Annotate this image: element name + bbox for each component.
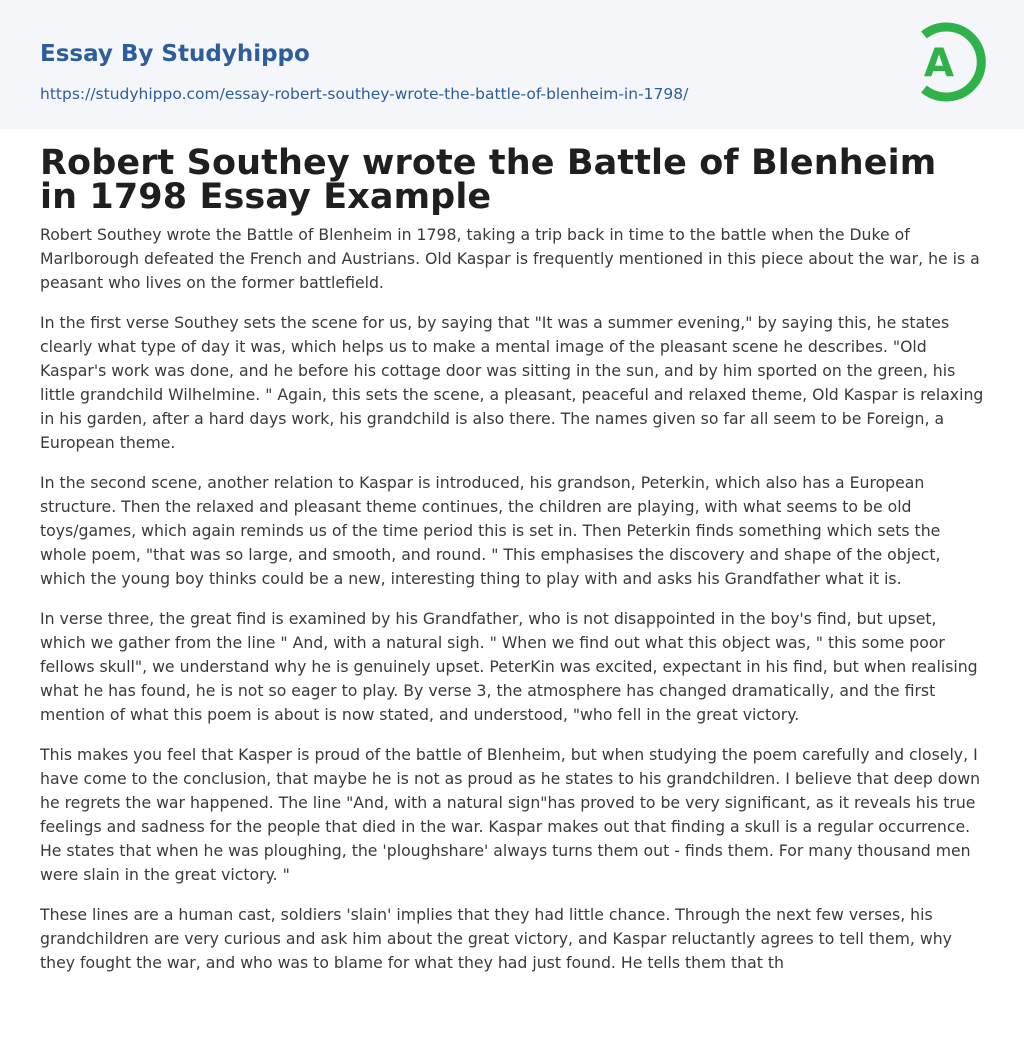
site-brand-link[interactable]: Essay By Studyhippo — [40, 41, 310, 67]
article-paragraph: In verse three, the great find is examined by his Grandfather, who is not disappointed in the boy's find, but upset, which we gather from the line " And, with a natural sigh. " When we find out what this object was, " this some poor fellows skull", we understand why he is genuinely upset. PeterKin was excited, expectant in his find, but when realising what he has found, he is not so eager to play. By verse 3, the atmosphere has changed dramatically, and the first mention of what this poem is about is now stated, and understood, "who fell in the great victory. — [40, 609, 978, 724]
site-header — [0, 0, 1024, 129]
article-paragraph: In the second scene, another relation to Kaspar is introduced, his grandson, Peterkin, which also has a European structure. Then the relaxed and pleasant theme continues, the children are playing, with what seems to be old toys/games, which again reminds us of the time period this is set in. Then Peterkin finds something which sets the whole poem, "that was so large, and smooth, and round. " This emphasises the discovery and shape of the object, which the young boy thinks could be a new, interesting thing to play with and asks his Grandfather what it is. — [40, 473, 941, 588]
article-paragraph: In the first verse Southey sets the scene for us, by saying that "It was a summer evening," by saying this, he states clearly what type of day it was, which helps us to make a mental image of the pleasant scene he describes. "Old Kaspar's work was done, and he before his cottage door was sitting in the sun, and by him sported on the green, his little grandchild Wilhelmine. " Again, this sets the scene, a pleasant, peaceful and relaxed theme, Old Kaspar is relaxing in his garden, after a hard days work, his grandchild is also there. The names given so far all seem to be Foreign, a European theme. — [40, 313, 984, 452]
article-paragraph: These lines are a human cast, soldiers 'slain' implies that they had little chance. Through the next few verses, his grandchildren are very curious and ask him about the great victory, and Kaspar reluctantly agrees to tell them, why they fought the war, and who was to blame for what they had just found. He tells them that th — [40, 905, 952, 972]
article — [40, 143, 984, 991]
article-body — [40, 223, 984, 975]
logo-letter: A — [923, 41, 955, 86]
page-url-link[interactable]: https://studyhippo.com/essay-robert-southey-wrote-the-battle-of-blenheim-in-1798/ — [40, 85, 689, 103]
article-paragraph: Robert Southey wrote the Battle of Blenheim in 1798, taking a trip back in time to the battle when the Duke of Marlborough defeated the French and Austrians. Old Kaspar is frequently mentioned in this piece about the war, he is a peasant who lives on the former battlefield. — [40, 225, 980, 292]
logo-ring-icon[interactable] — [912, 18, 988, 106]
page-title: Robert Southey wrote the Battle of Blenheim in 1798 Essay Example — [40, 143, 937, 217]
article-paragraph: This makes you feel that Kasper is proud of the battle of Blenheim, but when studying the poem carefully and closely, I have come to the conclusion, that maybe he is not as proud as he states to his grandchildren. I believe that deep down he regrets the war happened. The line "And, with a natural sign"has proved to be very significant, as it reveals his true feelings and sadness for the people that died in the war. Kaspar makes out that finding a skull is a regular occurrence. He states that when he was ploughing, the 'ploughshare' always turns them out - finds them. For many thousand men were slain in the great victory. " — [40, 745, 981, 884]
